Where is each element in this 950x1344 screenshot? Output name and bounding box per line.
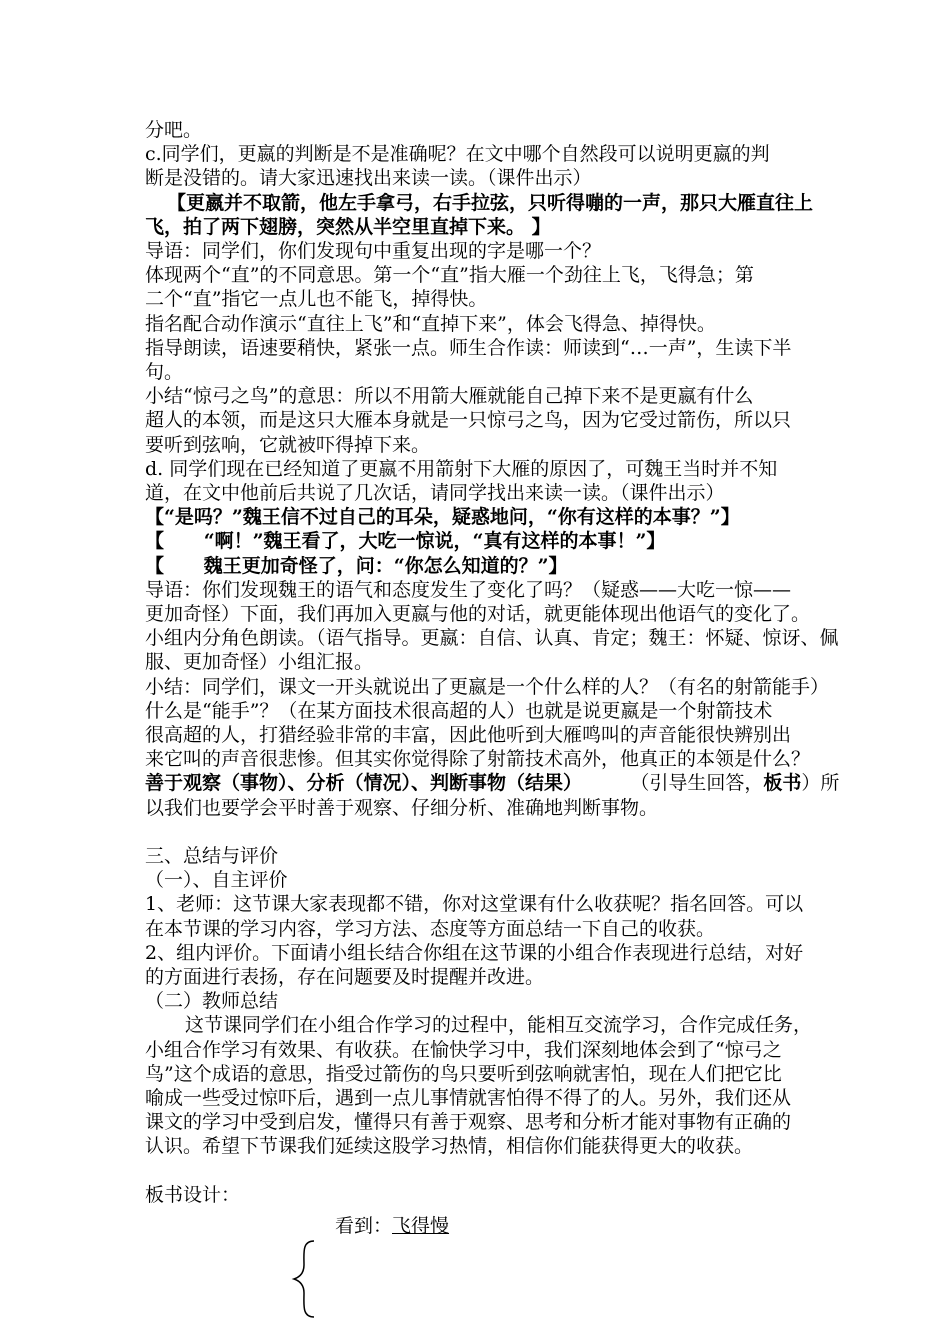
plain-phrase: ）所 [801,772,840,795]
text-line: 指导朗读，语速要稍快，紧张一点。师生合作读：师读到“…一声”，生读下半 [145,336,792,359]
subsection-title: （一）、自主评价 [145,869,288,892]
text-line: 的方面进行表扬，存在问题要及时提醒并改进。 [145,965,545,988]
text-line: 这节课同学们在小组合作学习的过程中，能相互交流学习，合作完成任务， [185,1014,813,1037]
text-line: 1、老师：这节课大家表现都不错，你对这堂课有什么收获呢？指名回答。可以 [145,893,804,916]
text-line: 更加奇怪）下面，我们再加入更嬴与他的对话，就更能体现出他语气的变化了。 [145,603,811,626]
board-seen-row [335,1211,449,1238]
quote-line: 【 “啊！”魏王看了，大吃一惊说，“真有这样的本事！”】 [145,530,666,553]
text-line: 要听到弦响，它就被吓得掉下来。 [145,433,431,456]
text-line: 在本节课的学习内容，学习方法、态度等方面总结一下自己的收获。 [145,917,716,940]
text-line: 句。 [145,361,184,384]
text-line: 服、更加奇怪）小组汇报。 [145,651,374,674]
board-seen-value: 飞得慢 [392,1214,450,1237]
board-seen-label: 看到： [335,1214,393,1237]
text-line: 什么是“能手”？（在某方面技术很高超的人）也就是说更嬴是一个射箭技术 [145,699,773,722]
text-line: 喻成一些受过惊吓后，遇到一点儿事情就害怕得不得了的人。另外，我们还从 [145,1086,792,1109]
subsection-title: （二）教师总结 [145,990,279,1013]
section-title: 三、总结与评价 [145,844,279,867]
text-line: 断是没错的。请大家迅速找出来读一读。（课件出示） [145,167,592,190]
text-line: 导语：同学们，你们发现句中重复出现的字是哪一个？ [145,240,602,263]
text-line: 以我们也要学会平时善于观察、仔细分析、准确地判断事物。 [145,796,659,819]
quote-line: 【 魏王更加奇怪了，问：“你怎么知道的？”】 [145,554,568,577]
text-line: c.同学们，更嬴的判断是不是准确呢？在文中哪个自然段可以说明更嬴的判 [145,143,770,166]
text-line: 认识。希望下节课我们延续这股学习热情，相信你们能获得更大的收获。 [145,1135,754,1158]
quote-line: 【更嬴并不取箭，他左手拿弓，右手拉弦，只听得嘣的一声，那只大雁直往上 [167,191,814,214]
quote-line: 【“是吗？”魏王信不过自己的耳朵，疑惑地问，“你有这样的本事？”】 [145,506,740,529]
text-line: 导语：你们发现魏王的语气和态度发生了变化了吗？（疑惑——大吃一惊—— [145,578,792,601]
board-title: 板书设计： [145,1183,241,1206]
text-line: 小组内分角色朗读。（语气指导。更嬴：自信、认真、肯定；魏王：怀疑、惊讶、佩 [145,627,839,650]
text-line: 分吧。 [145,119,203,141]
text-line: d. 同学们现在已经知道了更嬴不用箭射下大雁的原因了，可魏王当时并不知 [145,457,778,480]
text-line: 道，在文中他前后共说了几次话，请同学找出来读一读。（课件出示） [145,482,725,505]
text-line: 指名配合动作演示“直往上飞”和“直掉下来”，体会飞得急、掉得快。 [145,312,716,335]
bold-phrase: 板书 [763,772,802,795]
text-line: 课文的学习中受到启发，懂得只有善于观察、思考和分析才能对事物有正确的 [145,1111,792,1134]
text-line: 二个“直”指它一点儿也不能飞，掉得快。 [145,288,488,311]
bold-phrase: 善于观察（事物）、分析（情况）、判断事物（结果） [145,772,583,795]
text-line: 来它叫的声音很悲惨。但其实你觉得除了射箭技术高外，他真正的本领是什么？ [145,748,811,771]
mixed-line [145,771,905,795]
text-line: 很高超的人，打猎经验非常的丰富，因此他听到大雁鸣叫的声音能很快辨别出 [145,724,792,747]
text-line: 超人的本领，而是这只大雁本身就是一只惊弓之鸟，因为它受过箭伤，所以只 [145,409,792,432]
curly-brace-icon [290,1239,320,1319]
board-design [145,1207,905,1317]
document-page [145,118,905,1317]
text-line: 2、组内评价。下面请小组长结合你组在这节课的小组合作表现进行总结，对好 [145,941,804,964]
text-line: 小组合作学习有效果、有收获。在愉快学习中，我们深刻地体会到了“惊弓之 [145,1038,782,1061]
text-line: 小结：同学们，课文一开头就说出了更嬴是一个什么样的人？（有名的射箭能手） [145,675,830,698]
text-line: 鸟”这个成语的意思，指受过箭伤的鸟只要听到弦响就害怕，现在人们把它比 [145,1062,782,1085]
plain-phrase: （引导生回答， [582,772,764,795]
quote-line: 飞，拍了两下翅膀，突然从半空里直掉下来。 】 [145,215,551,238]
text-line: 体现两个“直”的不同意思。第一个“直”指大雁一个劲往上飞，飞得急；第 [145,264,754,287]
text-line: 小结“惊弓之鸟”的意思：所以不用箭大雁就能自己掉下来不是更嬴有什么 [145,385,754,408]
